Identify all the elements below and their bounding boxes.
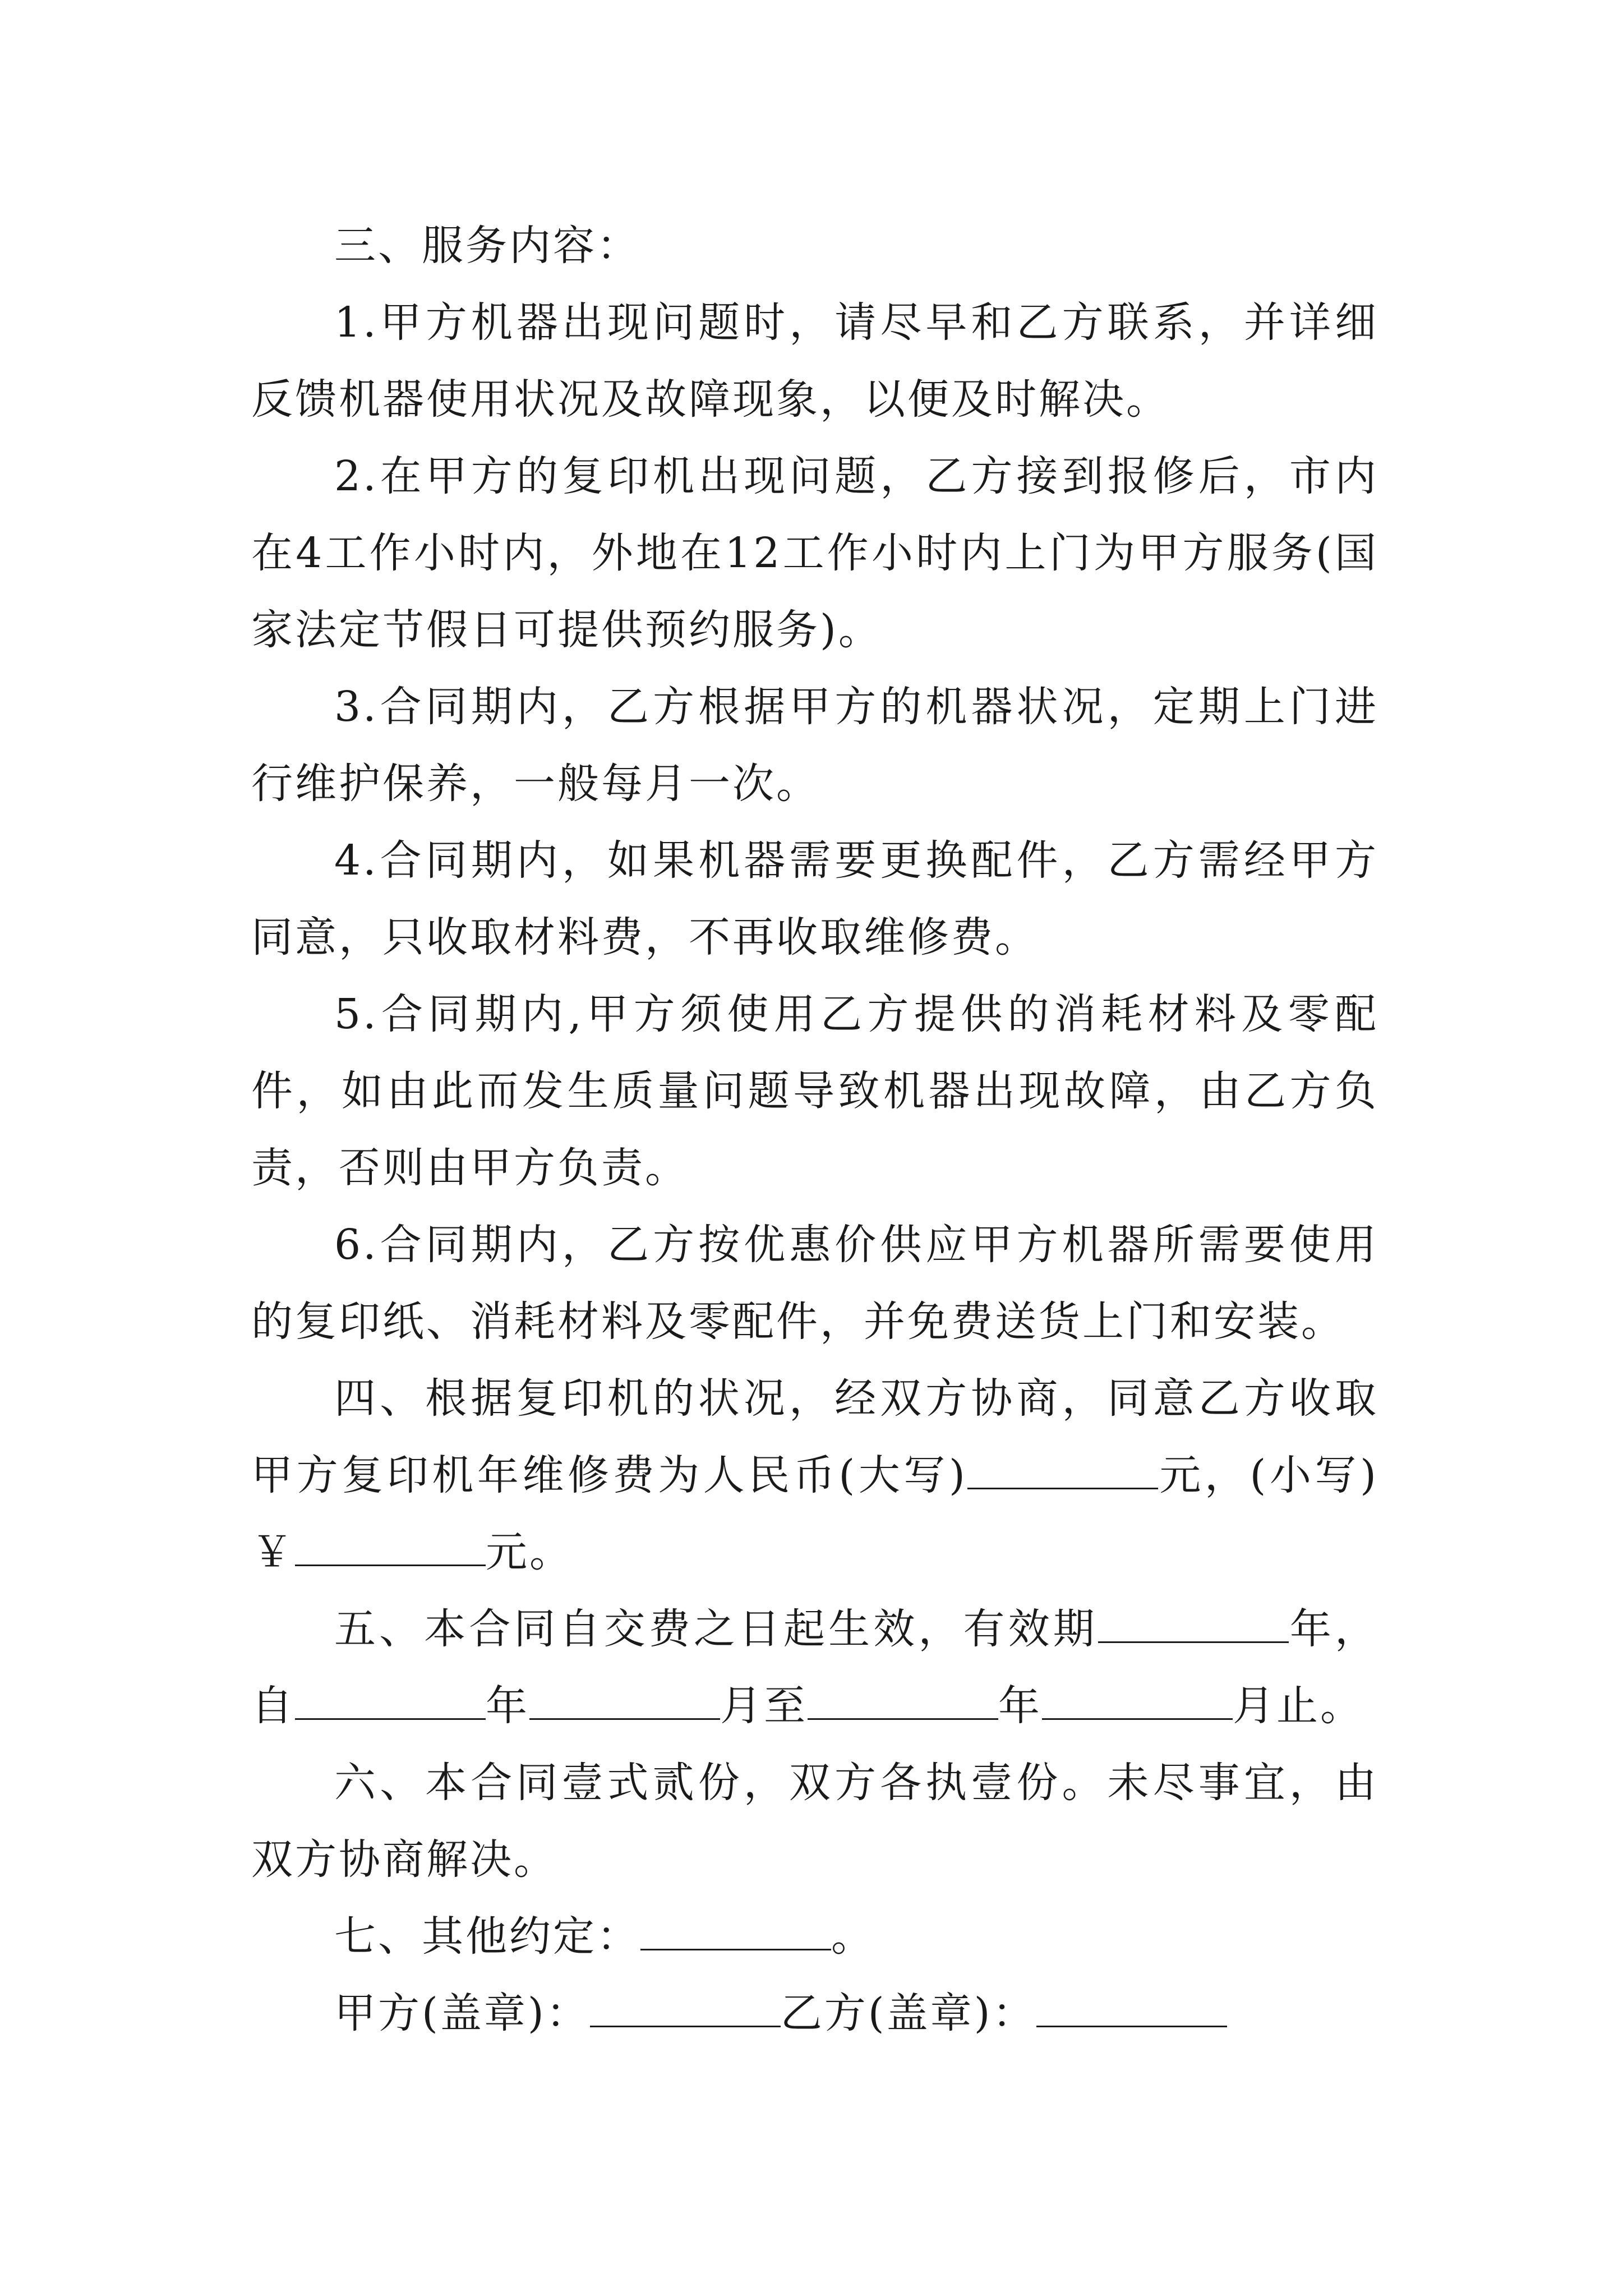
section-5-text-b: 年，自 (251, 1605, 1379, 1730)
fee-lowercase-blank[interactable] (295, 1530, 486, 1566)
fee-uppercase-blank[interactable] (967, 1453, 1158, 1489)
section-6-copies: 六、本合同壹式贰份，双方各执壹份。未尽事宜，由双方协商解决。 (251, 1759, 1378, 1884)
section-5-text-d: 月至 (720, 1682, 808, 1730)
document-body (251, 208, 1378, 2052)
section-4-fee (251, 1360, 1378, 1591)
party-b-seal-label: 乙方(盖章)： (780, 1989, 1036, 2037)
party-a-seal-blank[interactable] (590, 1991, 781, 2027)
validity-years-blank[interactable] (1098, 1607, 1289, 1643)
service-item-2: 2.在甲方的复印机出现问题，乙方接到报修后，市内在4工作小时内，外地在12工作小时内上门为甲方服务(国家法定节假日可提供预约服务)。 (251, 452, 1378, 654)
section-7-text-b: 。 (831, 1912, 875, 1961)
section-7-other (251, 1898, 1378, 1975)
section-4-text-a: 四、根据复印机的状况，经双方协商，同意乙方收取甲方复印机年维修费为人民币(大写) (251, 1374, 1378, 1499)
section-5-text-f: 月止。 (1233, 1682, 1364, 1730)
section-4-text-b: 元，(小写)￥ (251, 1451, 1378, 1576)
start-month-blank[interactable] (529, 1683, 720, 1720)
section-5-text-e: 年 (998, 1682, 1042, 1730)
signature-line (251, 1975, 1378, 2052)
service-item-4: 4.合同期内，如果机器需要更换配件，乙方需经甲方同意，只收取材料费，不再收取维修费。 (251, 836, 1378, 961)
section-7-text-a: 七、其他约定： (334, 1912, 640, 1961)
section-4-text-c: 元。 (486, 1528, 573, 1576)
section-5-text-c: 年 (486, 1682, 529, 1730)
start-year-blank[interactable] (295, 1683, 486, 1720)
section-5-validity (251, 1591, 1378, 1745)
section-5-text-a: 五、本合同自交费之日起生效，有效期 (334, 1605, 1098, 1653)
party-a-seal-label: 甲方(盖章)： (334, 1989, 590, 2037)
service-item-1: 1.甲方机器出现问题时，请尽早和乙方联系，并详细反馈机器使用状况及故障现象，以便及时解决。 (251, 298, 1378, 424)
other-terms-blank[interactable] (640, 1914, 831, 1950)
service-item-5: 5.合同期内,甲方须使用乙方提供的消耗材料及零配件，如由此而发生质量问题导致机器出现故障，由乙方负责，否则由甲方负责。 (251, 990, 1378, 1192)
end-month-blank[interactable] (1042, 1683, 1233, 1720)
party-b-seal-blank[interactable] (1036, 1991, 1227, 2027)
section-3-heading: 三、服务内容： (334, 222, 640, 270)
service-item-3: 3.合同期内，乙方根据甲方的机器状况，定期上门进行维护保养，一般每月一次。 (251, 683, 1378, 808)
end-year-blank[interactable] (808, 1683, 998, 1720)
service-item-6: 6.合同期内，乙方按优惠价供应甲方机器所需要使用的复印纸、消耗材料及零配件，并免费送货上门和安装。 (251, 1221, 1378, 1346)
